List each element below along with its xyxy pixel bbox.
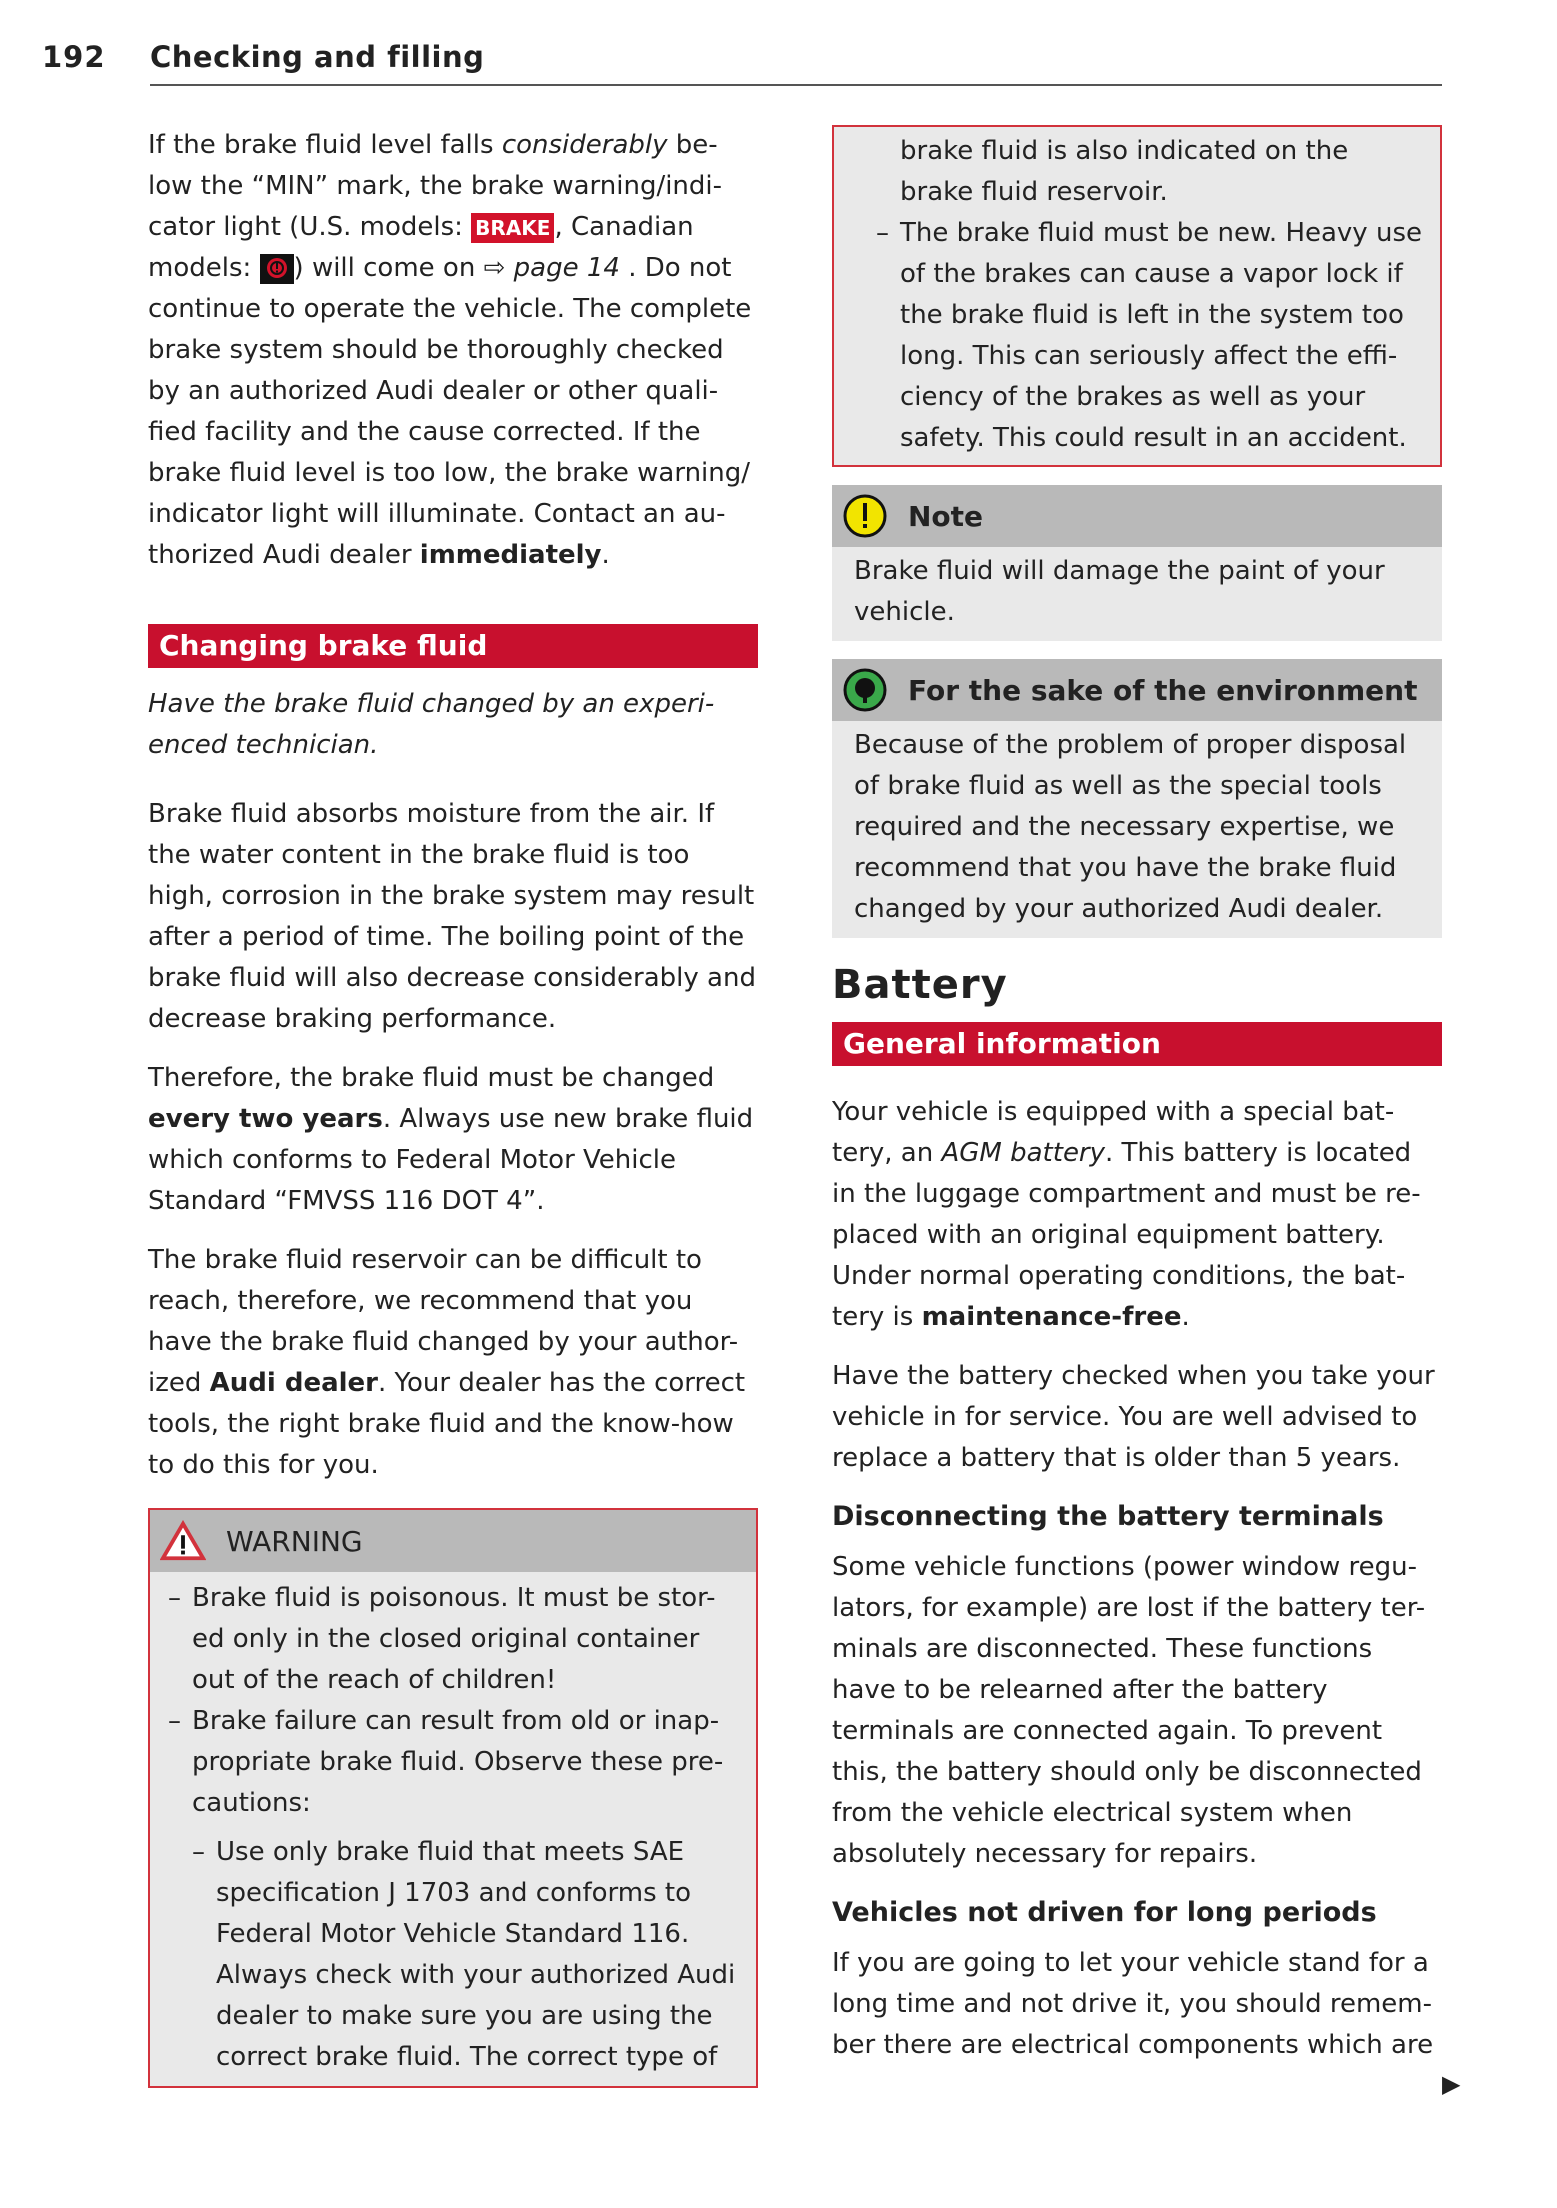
brake-circle-icon [260, 254, 294, 284]
text: . [601, 540, 610, 570]
list-item-text: Use only brake fluid that meets SAE specification J 1703 and conforms to Federal Motor Vehicle Standard 116. Always check with your authorized Audi dealer to make sure you are using the correct brake fluid. The correct type of [216, 1837, 736, 2072]
left-column [148, 125, 758, 2088]
environment-title: For the sake of the environment [908, 673, 1418, 707]
agm-battery-paragraph [832, 1092, 1442, 1338]
text: . Your dealer has the correct tools, the right brake fluid and the know-how to do this for you. [148, 1368, 746, 1480]
text: . Always use new brake fluid which conforms to Federal Motor Vehicle Standard “FMVSS 116 DOT 4”. [148, 1104, 754, 1216]
text-em: considerably [501, 130, 668, 160]
note-box [832, 485, 1442, 641]
not-driven-paragraph: If you are going to let your vehicle stand for a long time and not drive it, you should remem-ber there are electrical components which are [832, 1948, 1434, 2060]
section-title-changing-brake-fluid: Changing brake fluid [148, 624, 758, 668]
disconnecting-paragraph: Some vehicle functions (power window regu-lators, for example) are lost if the battery ter-minals are disconnected. These functions have to be relearned after the battery terminals are connected again. To prevent this, the battery should only be disconnected from the vehicle electrical system when absolutely necessary for repairs. [832, 1552, 1426, 1869]
brake-warning-icon: BRAKE [471, 213, 554, 243]
subheading-disconnecting: Disconnecting the battery terminals [832, 1501, 1384, 1532]
sub-list-item: – Use only brake fluid that meets SAE specification J 1703 and conforms to Federal Motor Vehicle Standard 116. Always check with your authorized Audi dealer to make sure you are using the correct brake fluid. The correct type of [192, 1832, 740, 2078]
warning-triangle-icon [160, 1518, 206, 1564]
list-item-text: Brake fluid is poisonous. It must be stor-ed only in the closed original container out of the reach of children! [192, 1583, 716, 1695]
note-body [832, 547, 1442, 641]
text-strong: every two years [148, 1104, 383, 1134]
text-em: AGM battery [941, 1138, 1106, 1168]
battery-check-paragraph: Have the battery checked when you take your vehicle in for service. You are well advised to replace a battery that is older than 5 years. [832, 1361, 1435, 1473]
environment-header [832, 659, 1442, 721]
section-title-general-information: General information [832, 1022, 1442, 1066]
note-title: Note [908, 499, 984, 533]
list-item: – Brake fluid is poisonous. It must be stor-ed only in the closed original container out of the reach of children! [168, 1578, 740, 1701]
tree-icon [842, 667, 888, 713]
exclamation-circle-icon [842, 493, 888, 539]
environment-body [832, 721, 1442, 938]
right-column [832, 125, 1442, 2084]
list-item-text: The brake fluid must be new. Heavy use of the brakes can cause a vapor lock if the brake fluid is left in the system too long. This can seriously affect the effi-ciency of the brakes as well as your safety. This could result in an accident. [900, 218, 1422, 453]
moisture-paragraph: Brake fluid absorbs moisture from the air. If the water content in the brake fluid is too high, corrosion in the brake system may result after a period of time. The boiling point of the brake fluid will also decrease considerably and decrease braking performance. [148, 799, 756, 1034]
reservoir-paragraph [148, 1240, 758, 1486]
warning-header [150, 1510, 756, 1572]
text: ) will come on ⇨ [293, 253, 514, 283]
text-strong: maintenance-free [921, 1302, 1182, 1332]
list-item: – Brake failure can result from old or inap-propriate brake fluid. Observe these pre-cautions: [168, 1701, 740, 1824]
battery-heading: Battery [832, 962, 1008, 1008]
note-text: Brake fluid will damage the paint of your vehicle. [854, 556, 1385, 627]
text-strong: Audi dealer [209, 1368, 379, 1398]
warning-box-continued [832, 125, 1442, 467]
page-reference-link[interactable]: page 14 [513, 253, 620, 283]
warning-title: WARNING [226, 1524, 363, 1558]
text: Therefore, the brake fluid must be changed [148, 1063, 715, 1093]
text: . This battery is located in the luggage compartment and must be re-placed with an original equipment battery. Under normal operating conditions, the bat-tery is [832, 1138, 1421, 1332]
list-item-continued [834, 127, 1424, 213]
note-header [832, 485, 1442, 547]
brake-level-paragraph [148, 125, 758, 576]
header-rule [150, 84, 1442, 86]
text-strong: immediately [419, 540, 602, 570]
text: The brake fluid reservoir can be difficult to reach, therefore, we recommend that you have the brake fluid changed by your author-ized [148, 1245, 739, 1398]
subheading-not-driven: Vehicles not driven for long periods [832, 1897, 1377, 1928]
text: If the brake fluid level falls [148, 130, 502, 160]
continue-arrow-icon: ▶ [1442, 2070, 1461, 2098]
warning-box [148, 1508, 758, 2088]
text: , Canadian models: [148, 212, 694, 283]
text: . Do not continue to operate the vehicle. The complete brake system should be thoroughly checked by an authorized Audi dealer or other quali-fied facility and the cause corrected. If the brake fluid level is too low, the brake warning/ indicator light will illuminate. Contact an au-thorized Audi dealer [148, 253, 752, 570]
warning-body [150, 1572, 756, 2086]
chapter-title: Checking and filling [150, 40, 485, 74]
list-item-text: Brake failure can result from old or inap-propriate brake fluid. Observe these pre-cautions: [192, 1706, 724, 1818]
text: be-low the “MIN” mark, the brake warning/indi-cator light (U.S. models: [148, 130, 723, 242]
text: . [1181, 1302, 1190, 1332]
two-years-paragraph [148, 1058, 758, 1222]
text: Your vehicle is equipped with a special bat-tery, an [832, 1097, 1395, 1168]
environment-text: Because of the problem of proper disposal of brake fluid as well as the special tools required and the necessary expertise, we recommend that you have the brake fluid changed by your authorized Audi dealer. [854, 730, 1407, 924]
page-number: 192 [42, 40, 106, 74]
page-header [42, 36, 1442, 88]
list-item-text: brake fluid is also indicated on the brake fluid reservoir. [900, 136, 1349, 207]
list-item: – The brake fluid must be new. Heavy use of the brakes can cause a vapor lock if the brake fluid is left in the system too long. This can seriously affect the effi-ciency of the brakes as well as your safety. This could result in an accident. [834, 213, 1424, 459]
intro-italic: Have the brake fluid changed by an experi-enced technician. [148, 689, 715, 760]
environment-box [832, 659, 1442, 938]
